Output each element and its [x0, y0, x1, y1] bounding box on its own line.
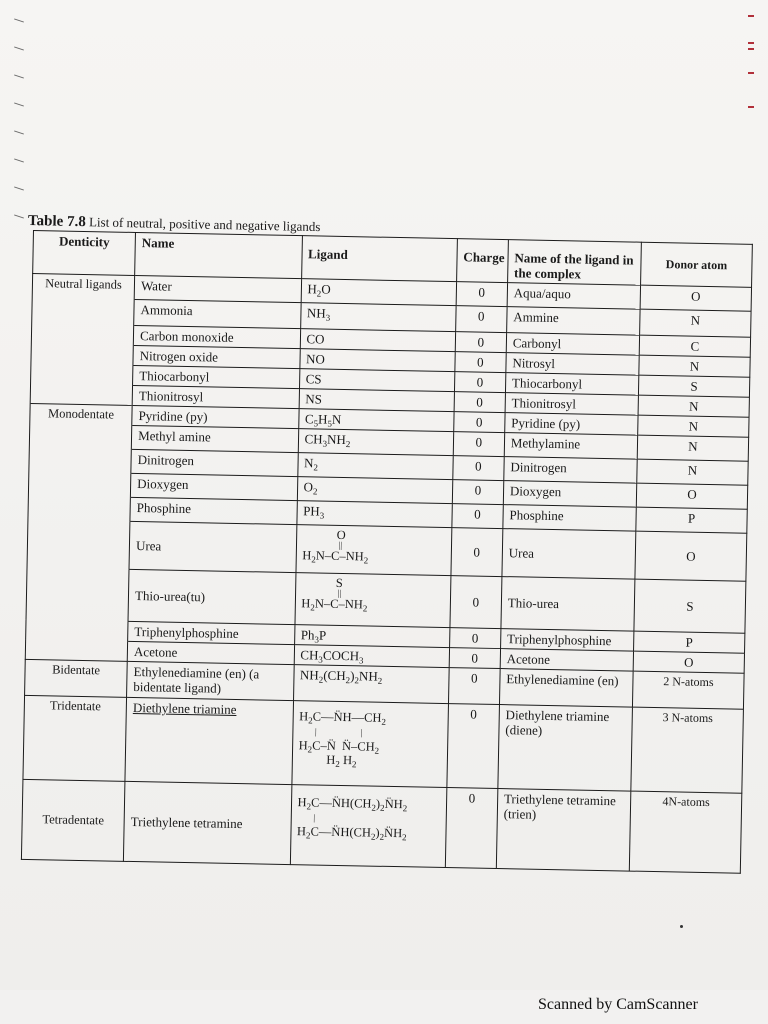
right-margin-marks [744, 10, 754, 120]
ligand-table [21, 230, 753, 874]
cell-complex-name: Ethylenediamine (en) [499, 669, 633, 708]
cell-donor: N [638, 415, 749, 437]
table-title: List of neutral, positive and negative ligands [88, 214, 321, 235]
cell-denticity [26, 567, 129, 621]
cell-donor: N [637, 435, 748, 461]
cell-charge: 0 [454, 392, 505, 413]
cell-complex-name: Pyridine (py) [505, 413, 639, 436]
cell-complex-name: Thio-urea [501, 577, 635, 632]
cell-charge: 0 [454, 372, 505, 393]
cell-denticity: Tridentate [23, 695, 127, 781]
header-denticity: Denticity [33, 231, 136, 276]
stray-dot [680, 925, 683, 928]
cell-name: Phosphine [130, 497, 297, 524]
cell-ligand-structure: $H_2C—N̈H—CH_2$ | | $H_2C-N̈$ $N̈-CH_2$ $H_2$ $H_2$ [291, 701, 448, 788]
cell-charge: 0 [450, 576, 502, 629]
cell-donor: N [638, 395, 749, 417]
cell-donor: C [639, 335, 750, 357]
cell-denticity [25, 639, 127, 661]
cell-charge: 0 [449, 628, 500, 649]
cell-ligand: $N_2$ [297, 453, 453, 480]
cell-name: Triphenylphosphine [128, 621, 295, 644]
cell-name: Thionitrosyl [132, 385, 299, 408]
cell-name: Thiocarbonyl [133, 365, 300, 388]
cell-name: Triethylene tetramine [123, 781, 291, 864]
cell-name: Water [134, 275, 301, 302]
cell-donor: N [639, 355, 750, 377]
cell-denticity: Bidentate [25, 659, 128, 697]
cell-charge: 0 [451, 528, 503, 577]
cell-charge: 0 [456, 282, 507, 307]
cell-complex-name: Nitrosyl [506, 353, 640, 376]
cell-denticity [28, 471, 131, 497]
cell-name: Carbon monoxide [133, 325, 300, 348]
cell-complex-name: Triphenylphosphine [500, 629, 634, 652]
cell-denticity: Neutral ligands [32, 274, 135, 300]
cell-name: Thio-urea(tu) [128, 569, 295, 624]
cell-ligand: $Ph_3P$ [294, 625, 450, 648]
cell-ligand: $PH_3$ [296, 501, 452, 528]
cell-complex-name: Carbonyl [506, 333, 640, 356]
cell-complex-name: Triethylene tetramine (trien) [496, 789, 631, 872]
table-row [21, 779, 741, 873]
header-charge: Charge [456, 239, 508, 283]
cell-donor: O [633, 651, 744, 673]
cell-ligand-structure: S || $H_2N-C-NH_2$ [294, 573, 450, 628]
cell-denticity [29, 423, 132, 449]
cell-complex-name: Thionitrosyl [505, 393, 639, 416]
cell-charge: 0 [455, 352, 506, 373]
cell-denticity [30, 383, 132, 405]
cell-ligand: $C_5H_5N$ [298, 409, 454, 432]
scanner-watermark: Scanned by CamScanner [538, 996, 698, 1013]
cell-donor: 4N-atoms [629, 791, 742, 873]
cell-ligand: $O_2$ [297, 477, 453, 504]
header-name: Name [135, 232, 302, 278]
cell-ligand-structure: O || $H_2N-C-NH_2$ [295, 525, 451, 576]
cell-donor: 3 N-atoms [631, 707, 744, 793]
cell-ligand: NS [299, 389, 455, 412]
cell-complex-name: Diethylene triamine (diene) [498, 705, 633, 792]
cell-charge: 0 [454, 412, 505, 433]
cell-denticity: Tetradentate [21, 779, 125, 861]
cell-donor: P [636, 507, 747, 533]
cell-denticity [31, 323, 133, 345]
cell-ligand: $CH_3NH_2$ [298, 429, 454, 456]
cell-ligand: $NH_3$ [300, 303, 456, 332]
cell-ligand: CO [300, 329, 456, 352]
cell-charge: 0 [455, 332, 506, 353]
cell-name: Ethylenediamine (en) (a bidentate ligand) [127, 661, 294, 700]
cell-charge: 0 [455, 306, 507, 333]
cell-complex-name: Dinitrogen [504, 457, 638, 484]
cell-charge: 0 [449, 648, 500, 669]
header-complex-name: Name of the ligand in the complex [507, 240, 641, 286]
cell-denticity [31, 363, 133, 385]
cell-complex-name: Ammine [506, 307, 640, 336]
cell-ligand: $NH_2(CH_2)_2NH_2$ [293, 665, 449, 704]
cell-complex-name: Phosphine [503, 505, 637, 532]
cell-complex-name: Acetone [500, 649, 634, 672]
cell-name: Nitrogen oxide [133, 345, 300, 368]
cell-ligand: $H_2O$ [301, 279, 457, 306]
cell-name: Acetone [127, 641, 294, 664]
cell-denticity [32, 297, 135, 325]
cell-charge: 0 [452, 480, 503, 505]
cell-name: Diethylene triamine [125, 697, 293, 784]
cell-ligand-structure: $H_2C—N̈H(CH_2)_2N̈H_2$ | $H_2C—N̈H(CH_2)_2N̈H_2$ [290, 785, 447, 868]
cell-charge: 0 [452, 504, 503, 529]
table-number: Table 7.8 [27, 213, 86, 231]
cell-name: Dioxygen [130, 473, 297, 500]
table-row [23, 695, 743, 793]
cell-charge: 0 [453, 432, 504, 457]
cell-donor: O [640, 285, 751, 311]
cell-ligand: $CH_3COCH_3$ [294, 645, 450, 668]
cell-complex-name: Aqua/aquo [507, 283, 641, 310]
cell-donor: O [635, 531, 747, 581]
cell-complex-name: Urea [502, 529, 636, 580]
cell-denticity [31, 343, 133, 365]
cell-name: Pyridine (py) [132, 405, 299, 428]
cell-charge: 0 [445, 788, 498, 869]
header-donor-atom: Donor atom [641, 242, 753, 287]
cell-name: Dinitrogen [131, 449, 298, 476]
cell-complex-name: Thiocarbonyl [505, 373, 639, 396]
cell-donor: N [640, 309, 751, 337]
cell-ligand: CS [299, 369, 455, 392]
cell-donor: O [636, 483, 747, 509]
ligand-table-wrapper [20, 230, 753, 904]
cell-charge: 0 [447, 704, 500, 789]
cell-donor: S [638, 375, 749, 397]
cell-complex-name: Dioxygen [503, 481, 637, 508]
cell-denticity [28, 495, 131, 521]
cell-ligand: NO [299, 349, 455, 372]
cell-charge: 0 [453, 456, 504, 481]
margin-marks [14, 20, 34, 280]
cell-donor: P [634, 631, 745, 653]
cell-complex-name: Methylamine [504, 433, 638, 460]
cell-donor: N [637, 459, 748, 485]
cell-name: Urea [129, 521, 296, 572]
cell-denticity [29, 447, 132, 473]
cell-charge: 0 [448, 668, 500, 705]
cell-donor: S [634, 579, 746, 633]
cell-denticity: Monodentate [30, 403, 132, 425]
cell-name: Methyl amine [131, 425, 298, 452]
cell-donor: 2 N-atoms [632, 671, 744, 709]
cell-name: Ammonia [134, 299, 301, 328]
cell-denticity [27, 519, 130, 569]
header-ligand: Ligand [301, 236, 457, 282]
cell-denticity [26, 619, 128, 641]
